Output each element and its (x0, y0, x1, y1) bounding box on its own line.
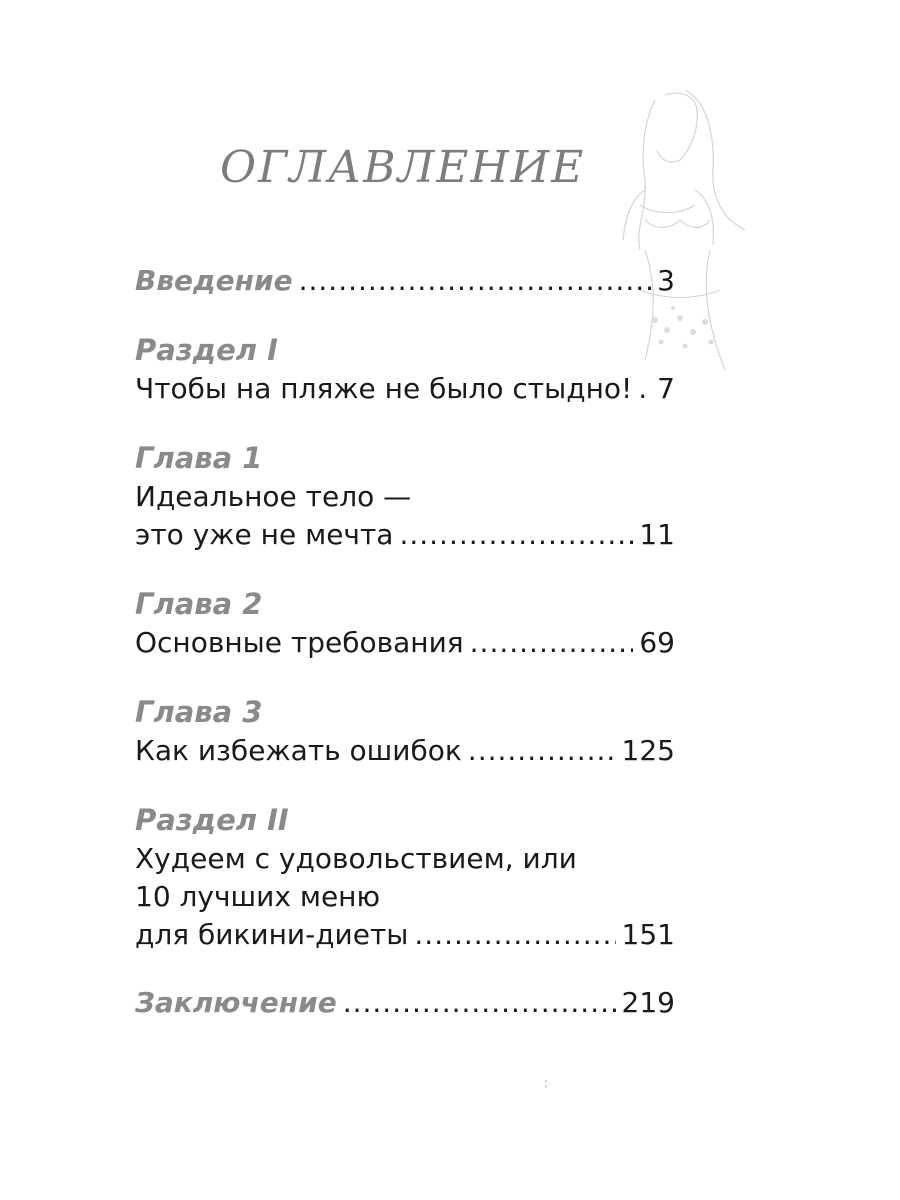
toc-title-line: 10 лучших меню (135, 880, 381, 913)
toc-heading: Раздел I (135, 333, 278, 367)
page-number: 3 (657, 264, 675, 297)
leader-dots (638, 370, 651, 408)
toc-heading: Заключение (135, 986, 337, 1019)
leader-dots (399, 516, 633, 554)
toc-title: Как избежать ошибок (135, 734, 462, 767)
leader-dots (414, 916, 615, 954)
toc-heading: Глава 3 (135, 695, 263, 729)
leader-dots (470, 624, 634, 662)
toc-title-line: Идеальное тело — (135, 480, 412, 513)
toc-entry-intro (135, 262, 675, 300)
page-number: 69 (639, 626, 675, 659)
toc-entry-chapter-1 (135, 438, 675, 554)
toc-title: Основные требования (135, 626, 464, 659)
page-number: 7 (657, 372, 675, 405)
toc-heading: Раздел II (135, 803, 289, 837)
page-number: 125 (621, 734, 675, 767)
leader-dots (468, 732, 616, 770)
toc-heading: Введение (135, 264, 293, 297)
toc-entry-section-2 (135, 800, 675, 954)
page-title: ОГЛАВЛЕНИЕ (220, 142, 586, 193)
toc-entry-chapter-3 (135, 692, 675, 770)
toc-entry-section-1 (135, 330, 675, 408)
toc-title: Чтобы на пляже не было стыдно! (135, 372, 633, 405)
toc-entry-chapter-2 (135, 584, 675, 662)
leader-dots (299, 262, 652, 300)
toc-heading: Глава 1 (135, 441, 263, 475)
toc-entry-conclusion (135, 984, 675, 1022)
toc-title-line: Худеем с удовольствием, или (135, 842, 577, 875)
footer-mark: : (544, 1076, 549, 1090)
page-number: 151 (621, 918, 675, 951)
toc-title: для бикини-диеты (135, 918, 409, 951)
toc-heading: Глава 2 (135, 587, 263, 621)
toc-title: это уже не мечта (135, 518, 394, 551)
table-of-contents (135, 262, 675, 1052)
page-number: 11 (639, 518, 675, 551)
page-number: 219 (621, 986, 675, 1019)
leader-dots (343, 984, 616, 1022)
